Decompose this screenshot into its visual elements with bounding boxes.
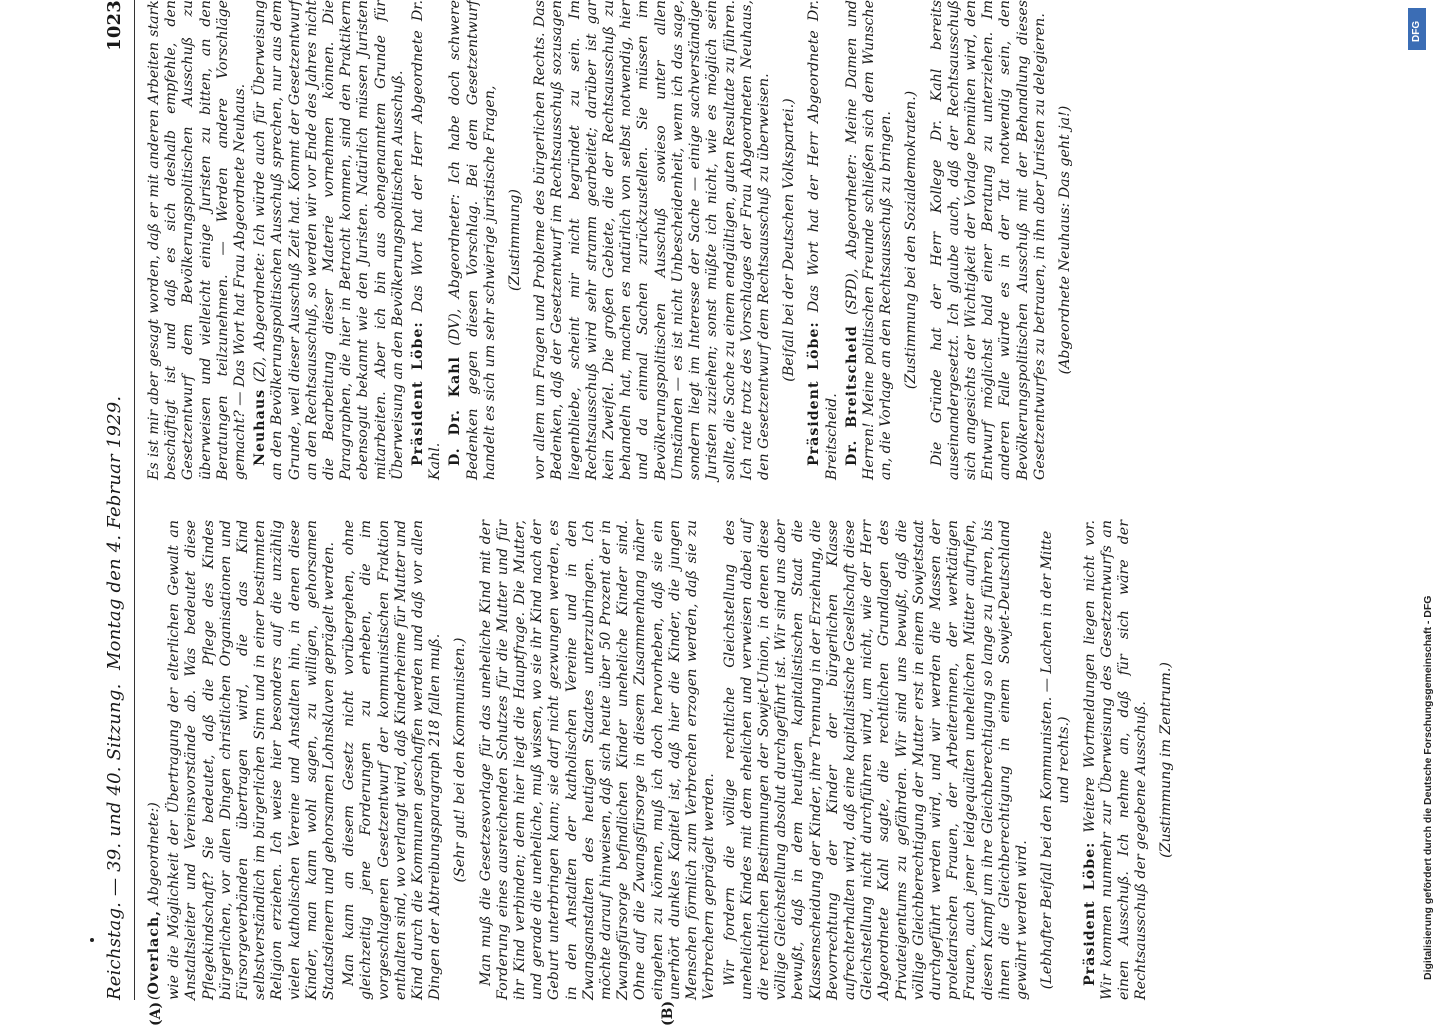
interjection: (Zustimmung): [507, 189, 524, 291]
digitization-credit: [1400, 0, 1434, 1000]
speaker-name: Präsident Löbe:: [410, 321, 427, 466]
paragraph: [447, 0, 499, 480]
paragraph: Man muß die Gesetzesvorlage für das uneheliche Kind mit der Forderung eines ausreichenden Schutzes für die Mutter und für ihr Kind verbinden; denn hier liegt die Hauptfrage. Die Mutter, und gerade die uneheliche, muß wissen, wo sie ihr Kind nach der Geburt unterbringen kann; sie darf nicht gezwungen werden, es in den Anstalten der katholischen Vereine und in den Zwangsanstalten des heutigen Staates unterzubringen. Ich möchte darauf hinweisen, daß sich heute über 50 Prozent der in Zwangsfürsorge befindlichen Kinder uneheliche Kinder sind. Ohne auf die Zwangsfürsorge in diesem Zusammenhang näher eingehen zu können, muß ich doch hervorheben, daß sie ein unerhört dunkles Kapitel ist, daß hier die Kinder, die jungen Menschen förmlich zum Verbrechen erzogen werden, daß sie zu Verbrechern geprägelt werden.: [477, 520, 718, 1000]
speaker-name: Overlach,: [146, 909, 162, 995]
speech-text: Das Wort hat der Herr Abgeordnete Dr. Breitscheid.: [806, 0, 840, 480]
paragraph: wie die Möglichkeit der Übertragung der elterlichen Gewalt an Anstaltsleiter und Vereinsvorstände ab. Was bedeutet diese Pflegekindschaft? Sie bedeutet, daß die Pflege des Kindes bürgerlichen, vor allen Dingen christlichen Organisationen und Fürsorgeverbänden übertragen wird, die das Kind selbstverständlich im bürgerlichen Sinn und in einer bestimmten Religion erziehen. Ich weise hier besonders auf die unzählig vielen katholischen Vereine und Anstalten hin, in denen diese Kinder, man kann wohl sagen, zu willigen, gehorsamen Staatsdienern und gehorsamen Lohnsklaven geprägelt werden.: [166, 520, 338, 1000]
paragraph: (Overlach, Abgeordnete:): [146, 802, 162, 1000]
speaker-name: D. Dr. Kahl: [447, 356, 464, 466]
paragraph: [806, 0, 840, 480]
paragraph: [1082, 520, 1151, 1000]
scan-speck: [90, 938, 94, 942]
speech-text: (SPD), Abgeordneter: Meine Damen und Herren! Meine politischen Freunde schließen sich dem Wunsche an, die Vorlage an den Rechtsausschuß zu bringen.: [843, 0, 895, 480]
paragraph: Wir fordern die völlige rechtliche Gleichstellung des unehelichen Kindes mit dem ehelichen und verweisen dabei auf die rechtlichen Bestimmungen der Sowjet-Union, in denen diese völlige Gleichstellung absolut durchgeführt ist. Wir sind uns aber bewußt, daß in dem heutigen kapitalistischen Staat die Klassenscheidung der Kinder, ihre Trennung in der Erziehung, die Bevorrechtung der Kinder der bürgerlichen Klasse aufrechterhalten wird, daß eine kapitalistische Gesellschaft diese Gleichstellung nicht durchführen wird, um nicht, wie der Herr Abgeordnete Kahl sagte, die rechtlichen Grundlagen des Privateigentums zu gefährden. Wir sind uns bewußt, daß die völlige Gleichberechtigung der Mutter erst in einem Sowjetstaat durchgeführt werden wird, und wir werden die Massen der proletarischen Frauen, der Arbeiterinnen, der werktätigen Frauen, auch jener leidgequälten unehelichen Mütter aufrufen, diesen Kampf um ihre Gleichberechtigung so lange zu führen, bis ihnen die Gleichberechtigung in einem Sowjet-Deutschland gewährt werden wird.: [721, 520, 1030, 1000]
paragraph: [410, 0, 444, 480]
left-column: [146, 520, 1184, 1000]
speech-text: (DV), Abgeordneter: Ich habe doch schwere Bedenken gegen diesen Vorschlag. Bei dem Gesetzentwurf handelt es sich um sehr schwierige juristische Fragen,: [447, 0, 498, 480]
paragraph: Die Gründe hat der Herr Kollege Dr. Kahl bereits auseinandergesetzt. Ich glaube auch, daß der Rechtsausschuß sich angesichts der Wichtigkeit der Vorlage bemühen wird, den Entwurf möglichst bald einer Beratung zu unterziehen. Im anderen Falle würde es in der Tat notwendig sein, den Bevölkerungspolitischen Ausschuß mit der Behandlung dieses Gesetzentwurfes zu betrauen, in ihn aber Juristen zu delegieren.: [928, 0, 1048, 480]
interjection: (Sehr gut! bei den Kommunisten.): [452, 637, 469, 883]
header-date: Montag den 4. Februar 1929.: [104, 395, 125, 670]
interjection: (Lebhafter Beifall bei den Kommunisten. — Lachen in der Mitte und rechts.): [1039, 530, 1073, 990]
page-number: 1023: [104, 0, 125, 51]
digitization-credit-text: Digitalisierung gefördert durch die Deutsche Forschungsgemeinschaft - DFG: [1422, 595, 1434, 980]
interjection: (Abgeordnete Neuhaus: Das geht ja!): [1056, 105, 1073, 375]
dfg-logo-icon: [1408, 8, 1426, 50]
speaker-role: Abgeordnete:): [146, 802, 162, 906]
paragraph: Es ist mir aber gesagt worden, daß er mit anderen Arbeiten stark beschäftigt ist und daß es sich deshalb empfehle, den Gesetzentwurf dem Bevölkerungspolitischen Ausschuß zu überweisen und vielleicht einige Juristen zu bitten, an den Beratungen teilzunehmen. — Werden andere Vorschläge gemacht? — Das Wort hat Frau Abgeordnete Neuhaus.: [146, 0, 249, 480]
paragraph: Man kann an diesem Gesetz nicht vorübergehen, ohne gleichzeitig jene Forderungen zu erheben, die im vorgeschlagenen Gesetzentwurf der kommunistischen Fraktion enthalten sind, wo verlangt wird, daß Kinderheime für Mutter und Kind durch die Kommunen geschaffen werden und daß vor allen Dingen der Abtreibungsparagraph 218 fallen muß.: [341, 520, 444, 1000]
speaker-name: Neuhaus: [252, 388, 269, 466]
speech-text: Weitere Wortmeldungen liegen nicht vor. Wir kommen nunmehr zur Überweisung des Gesetzentwurfs an einen Ausschuß. Ich nehme an, daß für sich wäre der Rechtsausschuß der gegebene Ausschuß.: [1081, 520, 1150, 1000]
speech-text: (Z), Abgeordnete: Ich würde auch für Überweisung an den Bevölkerungspolitischen Ausschuß sprechen, nur aus dem Grunde, weil dieser Ausschuß Zeit hat. Kommt der Gesetzentwurf an den Rechtsausschuß, so werden wir vor Ende des Jahres nicht die Bearbeitung dieser Materie vornehmen können. Die Paragraphen, die hier in Betracht kommen, sind den Praktikern ebensogut bekannt wie den Juristen. Natürlich müssen Juristen mitarbeiten. Aber ich bin aus obengenanntem Grunde für Überweisung an den Bevölkerungspolitischen Ausschuß.: [252, 0, 406, 480]
dfg-logo-text: DFG: [1411, 20, 1422, 42]
interjection: (Zustimmung im Zentrum.): [1158, 662, 1175, 858]
interjection: (Beifall bei der Deutschen Volkspartei.): [781, 98, 798, 382]
paragraph: vor allem um Fragen und Probleme des bürgerlichen Rechts. Das Bedenken, daß der Gesetzentwurf im Rechtsausschuß sozusagen liegenbliebe, scheint mir nicht begründet zu sein. Im Rechtsausschuß wird sehr stramm gearbeitet; darüber ist gar kein Zweifel. Die großen Gebiete, die der Rechtsausschuß zu behandeln hat, machen es natürlich von selbst notwendig, hier und da einmal Sachen zurückzustellen. Sie müssen im Bevölkerungspolitischen Ausschuß sowieso unter allen Umständen — es ist nicht Unbescheidenheit, wenn ich das sage, sondern liegt im Interesse der Sache — einige sachverständige Juristen zuziehen; sonst müßte ich nicht, wie es möglich sein sollte, die Sache zu einem endgültigen, guten Resultate zu führen. Ich rate trotz des Vorschlages der Frau Abgeordneten Neuhaus, den Gesetzentwurf dem Rechtsausschuß zu überweisen.: [532, 0, 772, 480]
page-header: [100, 0, 135, 1000]
speaker-name: Dr. Breitscheid: [843, 325, 860, 466]
margin-marker-b: (B): [660, 1000, 676, 1026]
margin-marker-a: (A): [148, 1001, 164, 1026]
paragraph: [844, 0, 896, 480]
right-column: [146, 0, 1082, 480]
speech-text: Das Wort hat der Herr Abgeordnete Dr. Kahl.: [410, 0, 444, 480]
speaker-name: Präsident Löbe:: [806, 321, 823, 466]
rotated-page: [100, 0, 1200, 1026]
paragraph: [252, 0, 407, 480]
speaker-name: Präsident Löbe:: [1081, 841, 1098, 986]
header-session: Reichstag. — 39. und 40. Sitzung.: [104, 683, 125, 1000]
interjection: (Zustimmung bei den Sozialdemokraten.): [903, 90, 920, 390]
